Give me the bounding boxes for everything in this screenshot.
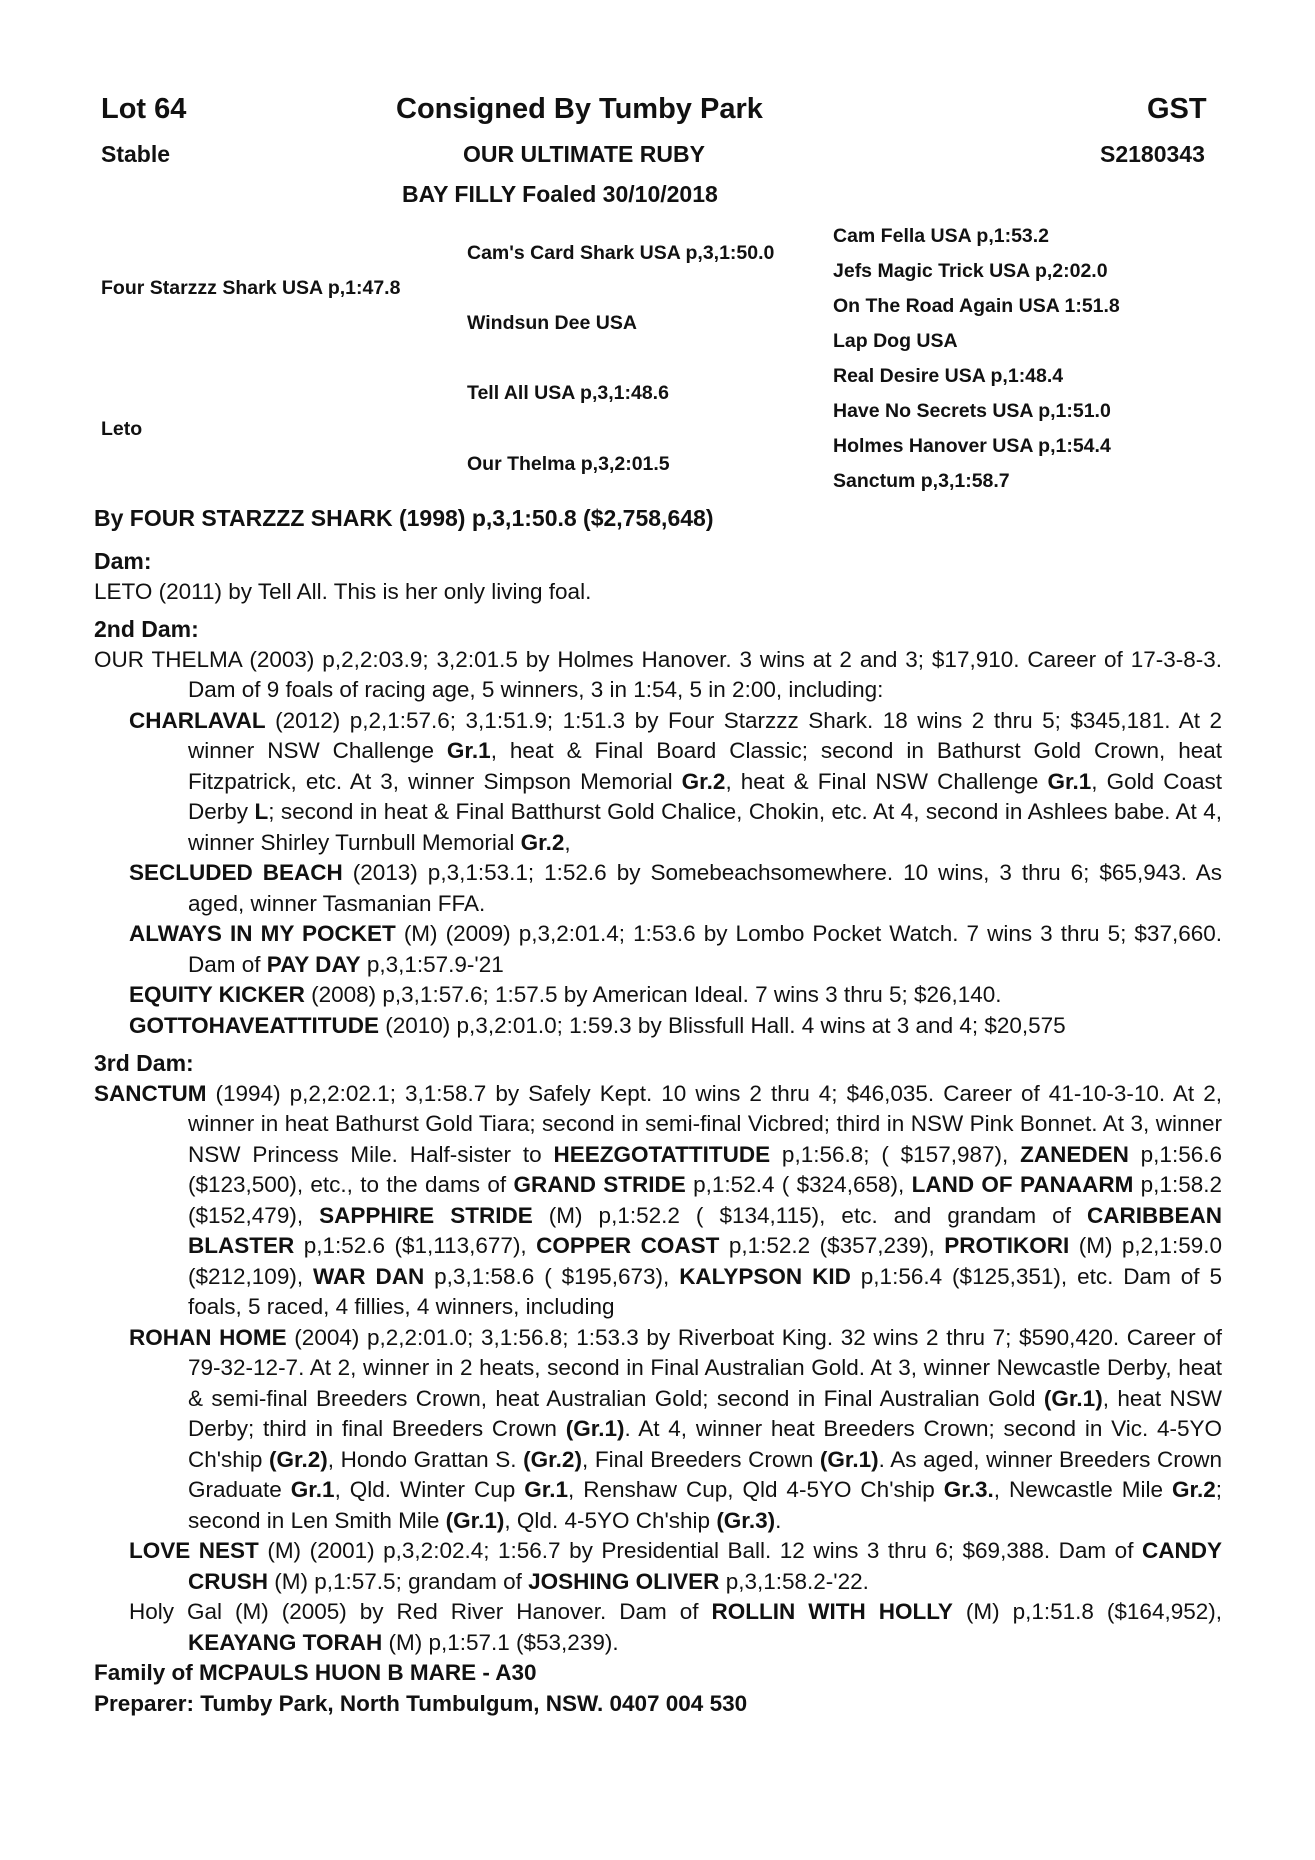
entry-text: (M) p,1:51.8 ($164,952), [952,1599,1222,1624]
race-grade: Gr.2 [1171,1477,1216,1502]
entry-text: , Newcastle Mile [993,1477,1172,1502]
third-dam-summary [94,1079,1222,1323]
horse-name: SECLUDED BEACH [129,860,343,885]
horse-name: PROTIKORI [944,1233,1070,1258]
horse-name: ROLLIN WITH HOLLY [711,1599,953,1624]
pedigree-dam-sire: Tell All USA p,3,1:48.6 [467,382,669,404]
entry-text: ; second in Len Smith Mile [188,1477,1223,1533]
horse-name: SANCTUM [94,1080,207,1106]
dam-heading: Dam: [94,548,152,574]
second-dam-summary: OUR THELMA (2003) p,2,2:03.9; 3,2:01.5 by Holmes Hanover. 3 wins at 2 and 3; $17,910. Career of 17-3-8-3. Dam of 9 foals of racing age, 5 winners, 3 in 1:54, 5 in 2:00, including: [94,646,1222,702]
progeny-entry-secluded-beach [94,858,1222,919]
entry-text: , Qld. 4-5YO Ch'ship [504,1507,717,1533]
pedigree-gen3-1: Cam Fella USA p,1:53.2 [833,225,1050,247]
horse-name: CANDY CRUSH [188,1538,1222,1594]
entry-text: , heat NSW Derby; third in final Breeders Crown [188,1385,1222,1441]
horse-name: PAY DAY [266,951,361,977]
pedigree-gen3-7: Holmes Hanover USA p,1:54.4 [833,435,1111,457]
entry-text: (M) p,2,1:59.0 ($212,109), [188,1233,1222,1289]
horse-name: LAND OF PANAARM [911,1172,1134,1197]
location: Stable [101,141,171,167]
horse-name: WAR DAN [313,1263,425,1289]
entry-text: (2013) p,3,1:53.1; 1:52.6 by Somebeachsomewhere. 10 wins, 3 thru 6; $65,943. As aged, winner Tasmanian FFA. [188,860,1223,916]
sire-line: By FOUR STARZZZ SHARK (1998) p,3,1:50.8 ($2,758,648) [94,505,714,531]
horse-name: ROHAN HOME [129,1324,287,1350]
pedigree-gen3-3: On The Road Again USA 1:51.8 [833,295,1120,317]
race-grade: (Gr.1) [445,1507,505,1533]
race-grade: (Gr.1) [565,1416,625,1441]
horse-name: KEAYANG TORAH [188,1629,383,1655]
horse-name: COPPER COAST [536,1233,720,1258]
race-grade: (Gr.3) [716,1507,776,1533]
entry-text: (M) p,1:57.5; grandam of [268,1568,529,1594]
horse-name: GRAND STRIDE [513,1172,686,1197]
progeny-entry-equity-kicker [94,980,1222,1011]
entry-text: p,3,1:58.6 ( $195,673), [424,1263,680,1289]
pedigree-gen3-4: Lap Dog USA [833,330,958,352]
entry-text: . [775,1507,782,1533]
race-grade: (Gr.1) [819,1446,879,1472]
entry-text: (M) p,1:57.1 ($53,239). [382,1629,619,1655]
progeny-entry-rohan-home [94,1323,1222,1537]
gst-label: GST [1147,93,1207,125]
dam-text: LETO (2011) by Tell All. This is her only living foal. [94,578,592,604]
entry-text: p,1:52.2 ($357,239), [719,1233,945,1258]
lot-number: Lot 64 [101,93,187,125]
entry-text: . At 4, winner heat Breeders Crown; second in Vic. 4-5YO Ch'ship [188,1416,1222,1472]
progeny-entry-gottohaveattitude [94,1011,1222,1042]
entry-text: (M) (2001) p,3,2:02.4; 1:56.7 by Presidential Ball. 12 wins 3 thru 6; $69,388. Dam of [258,1538,1142,1563]
entry-text: (2008) p,3,1:57.6; 1:57.5 by American Ideal. 7 wins 3 thru 5; $26,140. [304,982,1002,1007]
preparer-line: Preparer: Tumby Park, North Tumbulgum, NSW. 0407 004 530 [94,1690,748,1716]
entry-text: p,1:56.6 ($123,500), etc., to the dams of [188,1141,1222,1197]
pedigree-dam-dam: Our Thelma p,3,2:01.5 [467,453,670,475]
entry-text: (M) p,1:52.2 ( $134,115), etc. and grandam of [532,1202,1087,1228]
second-dam-heading: 2nd Dam: [94,616,199,642]
entry-text: , Qld. Winter Cup [334,1477,525,1502]
entry-text: p,1:58.2 ($152,479), [188,1172,1222,1228]
race-grade: Gr.2 [520,829,565,855]
pedigree-gen3-5: Real Desire USA p,1:48.4 [833,365,1064,387]
pedigree-body [94,546,1222,1719]
race-grade: Gr.2 [681,768,726,794]
entry-text: Holy Gal (M) (2005) by Red River Hanover. Dam of [129,1599,712,1624]
entry-text: , [564,829,571,855]
horse-name: HEEZGOTATTITUDE [553,1141,771,1167]
race-grade: Gr.1 [290,1477,335,1502]
pedigree-sire: Four Starzzz Shark USA p,1:47.8 [101,277,401,299]
entry-text: , heat & Final Board Classic; second in Bathurst Gold Crown, heat Fitzpatrick, etc. At 3, winner Simpson Memorial [188,738,1222,794]
entry-text: p,1:56.4 ($125,351), etc. Dam of 5 foals, 5 raced, 4 fillies, 4 winners, including [188,1263,1222,1319]
entry-text: p,1:56.8; ( $157,987), [770,1141,1021,1167]
entry-text: (2010) p,3,2:01.0; 1:59.3 by Blissfull Hall. 4 wins at 3 and 4; $20,575 [379,1012,1066,1038]
third-dam-heading: 3rd Dam: [94,1050,194,1076]
entry-text: (1994) p,2,2:02.1; 3,1:58.7 by Safely Kept. 10 wins 2 thru 4; $46,035. Career of 41-10-3-10. At 2, winner in heat Bathurst Gold Tiara; second in semi-final Vicbred; third in NSW Pink Bonnet. At 3, winner NSW Princess Mile. Half-sister to [188,1080,1222,1167]
progeny-entry-always-in-my-pocket [94,919,1222,980]
entry-text: ; second in heat & Final Batthurst Gold Chalice, Chokin, etc. At 4, second in Ashlees babe. At 4, winner Shirley Turnbull Memorial [188,799,1222,855]
horse-description: BAY FILLY Foaled 30/10/2018 [402,181,718,207]
pedigree-sire-sire: Cam's Card Shark USA p,3,1:50.0 [467,242,775,264]
horse-name: EQUITY KICKER [129,982,305,1007]
race-grade: Gr.1 [446,738,491,763]
entry-text: , Gold Coast Derby [188,768,1222,824]
entry-text: (2004) p,2,2:01.0; 3,1:56.8; 1:53.3 by Riverboat King. 32 wins 2 thru 7; $590,420. Career of 79-32-12-7. At 2, winner in 2 heats, second in Final Australian Gold. At 3, winner Newcastle Derby, heat & semi-final Breeders Crown, heat Australian Gold; second in Final Australian Gold [188,1324,1222,1411]
horse-name: GOTTOHAVEATTITUDE [129,1012,379,1038]
entry-text: (M) (2009) p,3,2:01.4; 1:53.6 by Lombo Pocket Watch. 7 wins 3 thru 5; $37,660. Dam of [188,921,1222,977]
race-grade: (Gr.2) [268,1446,328,1472]
pedigree-sire-dam: Windsun Dee USA [467,312,637,334]
race-grade: (Gr.1) [1043,1385,1103,1411]
horse-name: ZANEDEN [1020,1141,1129,1167]
horse-name: KALYPSON KID [679,1263,851,1289]
horse-name: CARIBBEAN BLASTER [188,1202,1222,1258]
entry-text: p,3,1:58.2-'22. [719,1568,869,1594]
horse-name: ALWAYS IN MY POCKET [129,921,396,946]
horse-name: OUR ULTIMATE RUBY [463,141,705,167]
entry-text: , Final Breeders Crown [581,1446,820,1472]
entry-text: p,1:52.4 ( $324,658), [685,1172,912,1197]
horse-name: CHARLAVAL [129,707,266,733]
pedigree-gen3-8: Sanctum p,3,1:58.7 [833,470,1010,492]
horse-name: LOVE NEST [129,1538,259,1563]
pedigree-gen3-2: Jefs Magic Trick USA p,2:02.0 [833,260,1108,282]
race-grade: (Gr.2) [523,1446,582,1472]
entry-text: p,1:52.6 ($1,113,677), [294,1233,537,1258]
pedigree-gen3-6: Have No Secrets USA p,1:51.0 [833,400,1111,422]
entry-text: , Hondo Grattan S. [327,1446,524,1472]
entry-text: . As aged, winner Breeders Crown Graduate [188,1446,1222,1502]
entry-text: (2012) p,2,1:57.6; 3,1:51.9; 1:51.3 by Four Starzzz Shark. 18 wins 2 thru 5; $345,181. At 2 winner NSW Challenge [188,707,1222,763]
entry-text: p,3,1:57.9-'21 [360,951,504,977]
pedigree-dam: Leto [101,418,143,440]
entry-text: , heat & Final NSW Challenge [725,768,1048,794]
race-grade: Gr.1 [524,1477,568,1502]
horse-code: S2180343 [1100,141,1205,167]
family-line: Family of MCPAULS HUON B MARE - A30 [94,1660,537,1685]
race-grade: L [254,799,269,824]
race-grade: Gr.3. [943,1477,994,1502]
progeny-entry-holy-gal [94,1597,1222,1658]
progeny-entry-love-nest [94,1536,1222,1597]
consignor: Consigned By Tumby Park [396,93,763,125]
progeny-entry-charlaval [94,706,1222,859]
entry-text: , Renshaw Cup, Qld 4-5YO Ch'ship [568,1477,944,1502]
horse-name: SAPPHIRE STRIDE [319,1202,533,1228]
race-grade: Gr.1 [1047,768,1092,794]
horse-name: JOSHING OLIVER [528,1568,720,1594]
